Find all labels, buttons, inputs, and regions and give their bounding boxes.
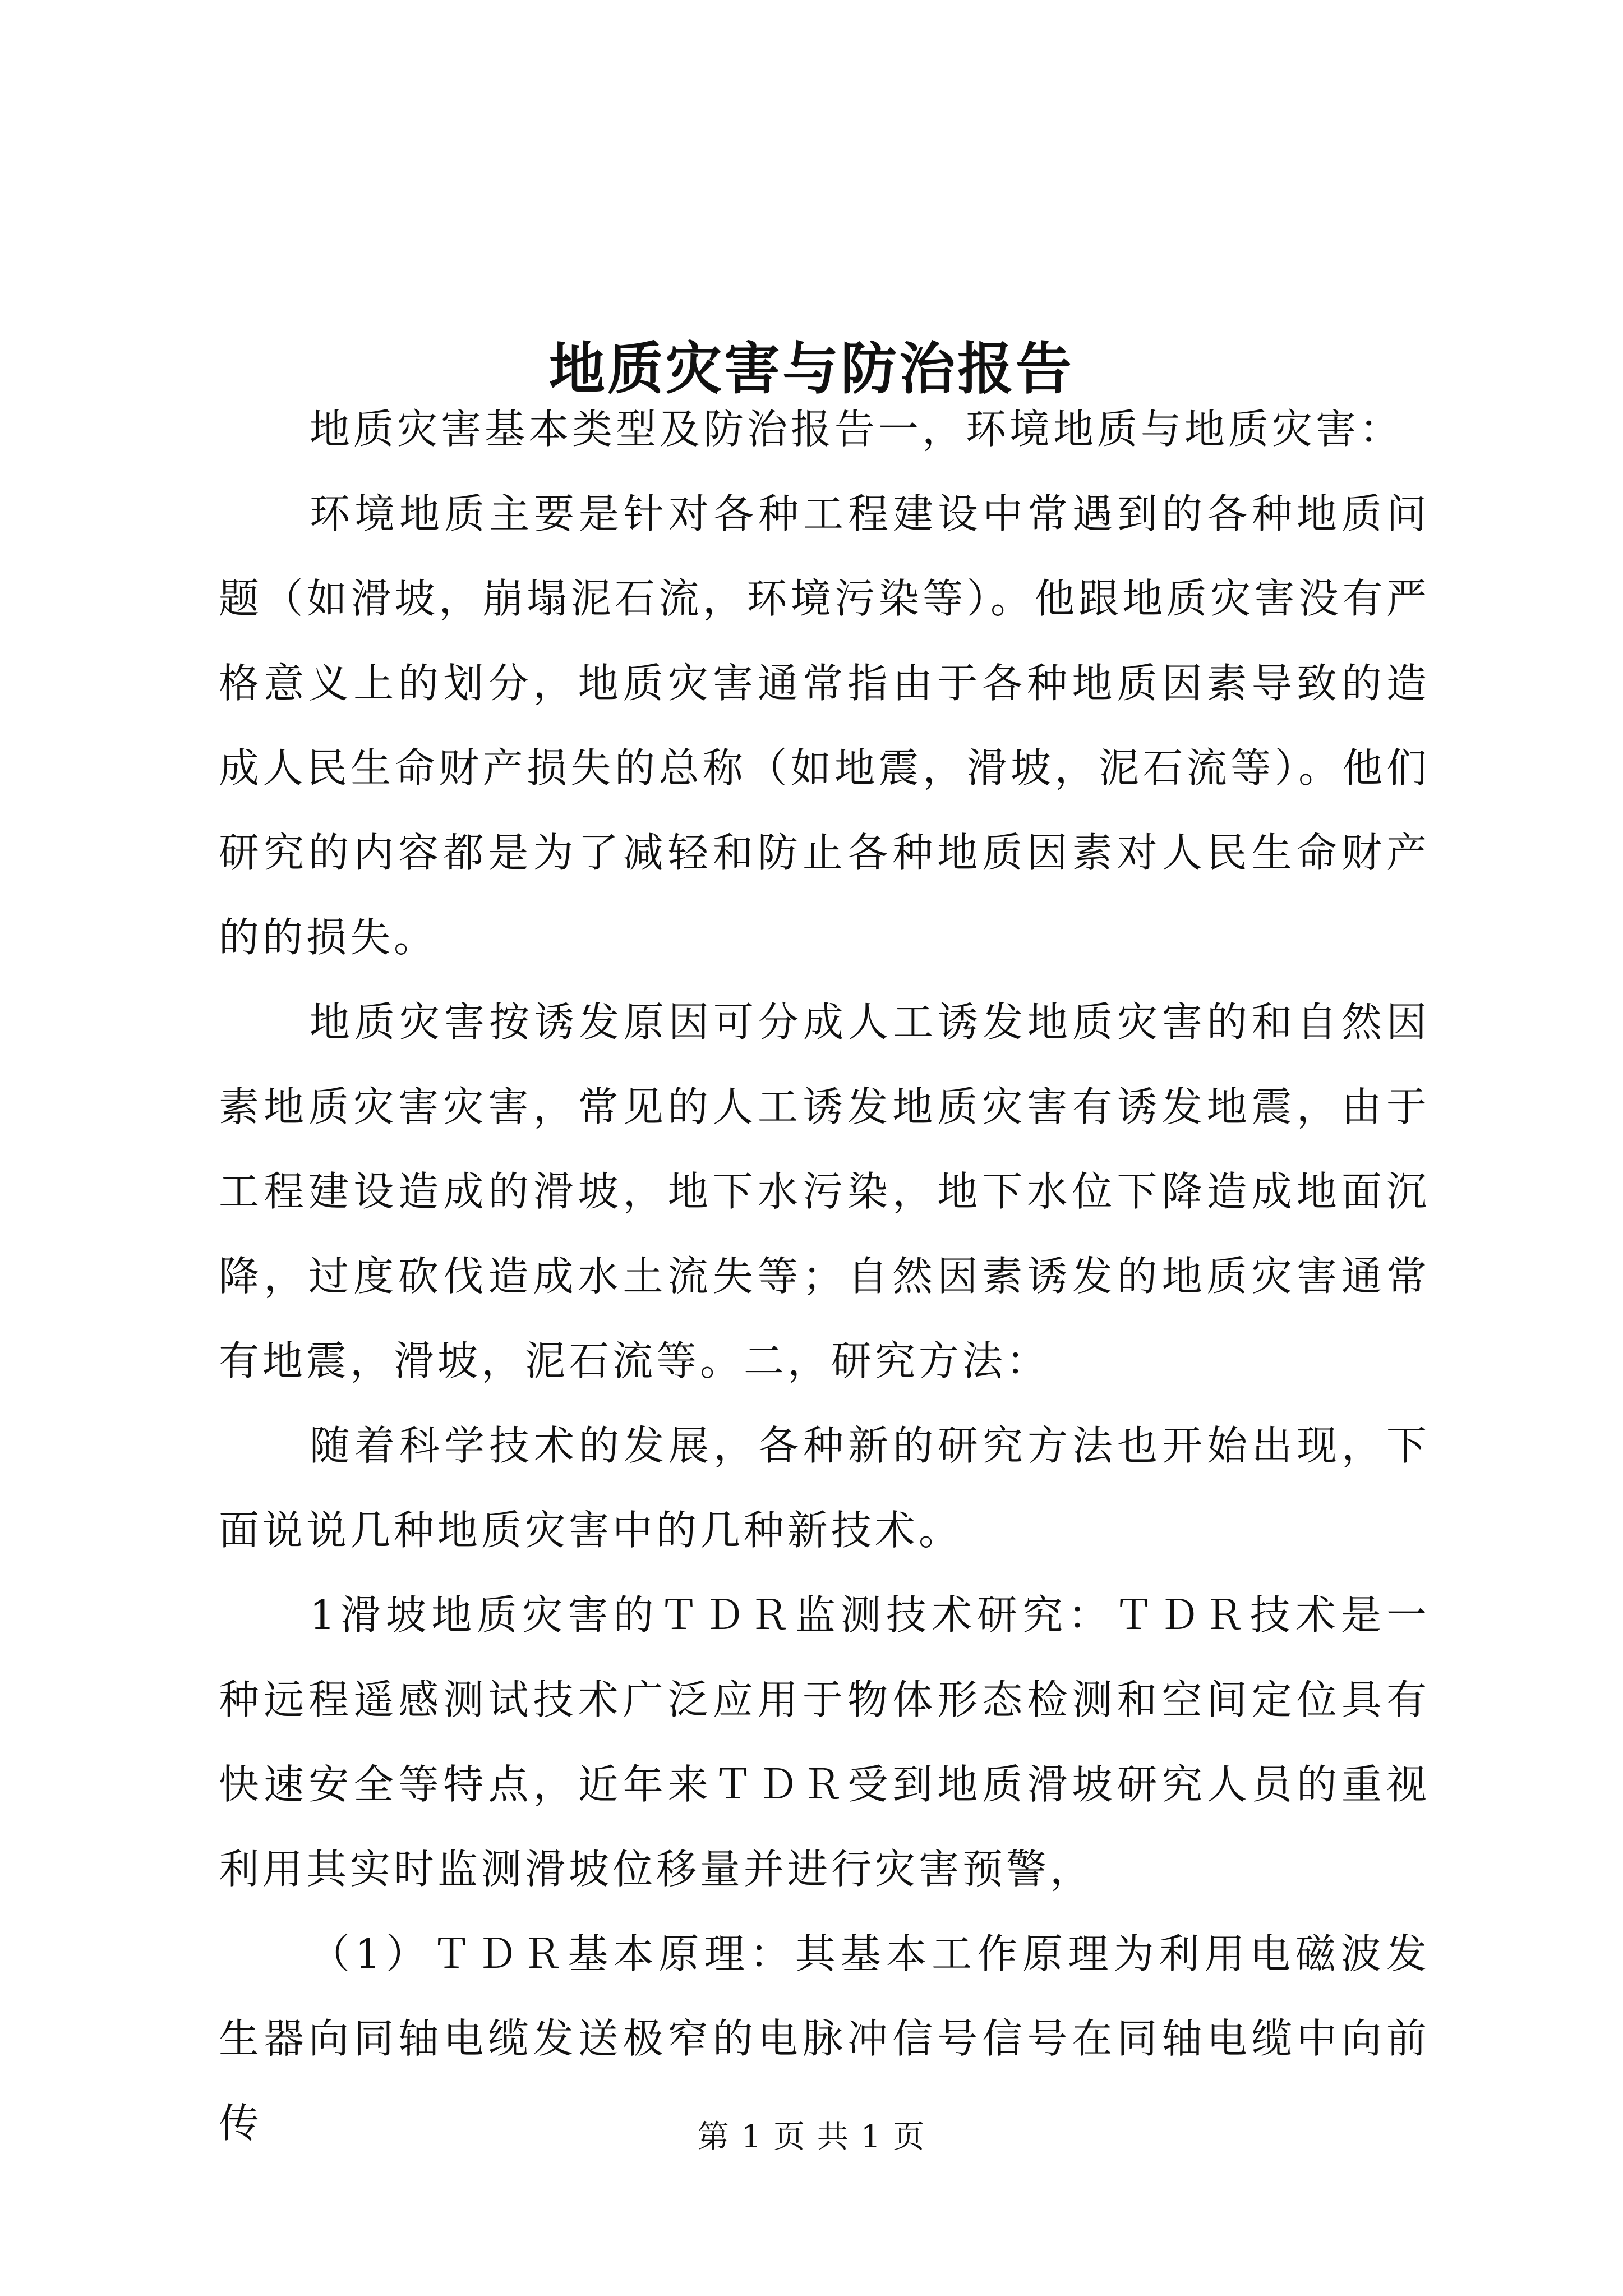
paragraph-intro: 地质灾害基本类型及防治报告一，环境地质与地质灾害：	[310, 406, 1404, 453]
paragraph-new-methods: 随着科学技术的发展，各种新的研究方法也开始出现，下面说说几种地质灾害中的几种新技术。	[219, 1422, 1430, 1554]
paragraph-disaster-causes: 地质灾害按诱发原因可分成人工诱发地质灾害的和自然因素地质灾害灾害，常见的人工诱发地质灾害有诱发地震，由于工程建设造成的滑坡，地下水污染，地下水位下降造成地面沉降，过度砍伐造成水土流失等；自然因素诱发的地质灾害通常有地震，滑坡，泥石流等。二，研究方法：	[219, 999, 1430, 1384]
paragraph-environmental-geology: 环境地质主要是针对各种工程建设中常遇到的各种地质问题（如滑坡，崩塌泥石流，环境污染等）。他跟地质灾害没有严格意义上的划分，地质灾害通常指由于各种地质因素导致的造成人民生命财产损失的总称（如地震，滑坡，泥石流等）。他们研究的内容都是为了减轻和防止各种地质因素对人民生命财产的的损失。	[219, 490, 1430, 961]
page-footer: 第 1 页 共 1 页	[697, 2119, 926, 2155]
paragraph-tdr-monitoring: 1滑坡地质灾害的ＴＤＲ监测技术研究：ＴＤＲ技术是一种远程遥感测试技术广泛应用于物体形态检测和空间定位具有快速安全等特点，近年来ＴＤＲ受到地质滑坡研究人员的重视利用其实时监测滑坡位移量并进行灾害预警，	[219, 1591, 1430, 1893]
document-body	[219, 387, 1430, 2166]
document-title: 地质灾害与防治报告	[549, 335, 1074, 402]
paragraph-tdr-principle: （1）ＴＤＲ基本原理：其基本工作原理为利用电磁波发生器向同轴电缆发送极窄的电脉冲信号信号在同轴电缆中向前传	[219, 1930, 1430, 2147]
